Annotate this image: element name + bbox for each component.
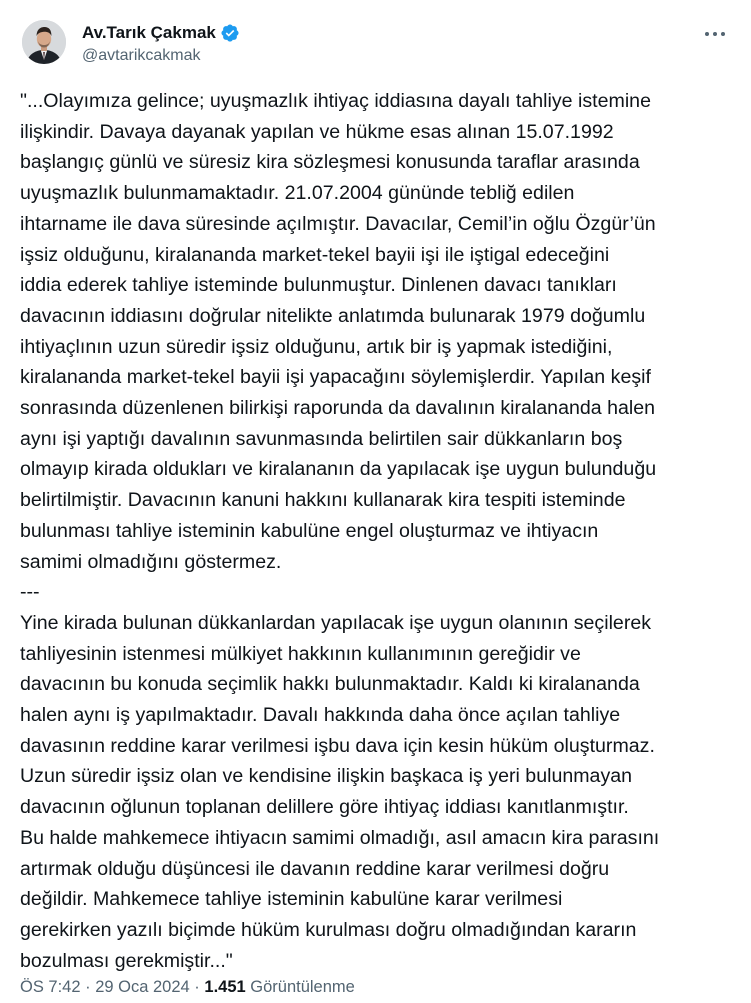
tweet-text-line: başlangıç günlü ve süresiz kira sözleşmesi konusunda taraflar arasında bbox=[20, 151, 640, 174]
meta-separator: · bbox=[80, 978, 96, 996]
tweet-text-line: artırmak olduğu düşüncesi ile davanın reddine karar verilmesi doğru bbox=[20, 857, 610, 880]
author-display-name[interactable]: Av.Tarık Çakmak bbox=[82, 23, 216, 42]
tweet-text-line: davacının iddiasını doğrular nitelikte anlatımda bulunarak 1979 doğumlu bbox=[20, 304, 646, 327]
tweet-text-line: davacının oğlunun toplanan delillere göre ihtiyaç iddiası kanıtlanmıştır. bbox=[20, 796, 629, 819]
tweet-date[interactable]: 29 Oca 2024 bbox=[95, 978, 190, 996]
meta-separator: · bbox=[189, 978, 205, 996]
views-label: Görüntülenme bbox=[245, 978, 355, 996]
tweet-text-line: bozulması gerekmiştir..." bbox=[20, 949, 233, 972]
tweet-text-line: değildir. Mahkemece tahliye isteminin kabulüne karar verilmesi bbox=[20, 888, 563, 911]
tweet-text-line: halen aynı iş yapılmaktadır. Davalı hakkında daha önce açılan tahliye bbox=[20, 704, 621, 727]
tweet-text-line: Uzun süredir işsiz olan ve kendisine ilişkin başkaca iş yeri bulunmayan bbox=[20, 765, 633, 788]
display-name-row bbox=[82, 21, 240, 45]
tweet-text-line: olmayıp kirada oldukları ve kiralananın da yapılacak işe uygun bulunduğu bbox=[20, 458, 657, 481]
tweet-text-line: iddia ederek tahliye isteminde bulunmuştur. Dinlenen davacı tanıkları bbox=[20, 274, 617, 297]
more-options-icon[interactable] bbox=[701, 22, 729, 46]
author-handle[interactable]: @avtarikcakmak bbox=[82, 47, 201, 64]
tweet-text-line: Bu halde mahkemece ihtiyacın samimi olmadığı, asıl amacın kira parasını bbox=[20, 826, 660, 849]
tweet-text-line: sonrasında düzenlenen bilirkişi raporunda da davalının kiralananda halen bbox=[20, 397, 656, 420]
tweet-header bbox=[20, 20, 731, 70]
views-count: 1.451 bbox=[204, 978, 246, 996]
tweet-text-line: gerekirken yazılı biçimde hüküm kurulması doğru olmadığından kararın bbox=[20, 918, 637, 941]
tweet-text-line: uyuşmazlık bulunmamaktadır. 21.07.2004 gününde tebliğ edilen bbox=[20, 182, 575, 205]
tweet-text-line: aynı işi yaptığı davalının savunmasında belirtilen sair dükkanların boş bbox=[20, 427, 623, 450]
tweet-time[interactable]: ÖS 7:42 bbox=[20, 978, 81, 996]
tweet-text-line: belirtilmiştir. Davacının kanuni hakkını kullanarak kira tespiti isteminde bbox=[20, 489, 626, 512]
tweet-text-line: --- bbox=[20, 581, 40, 604]
tweet-text-line: Yine kirada bulunan dükkanlardan yapılacak işe uygun olanının seçilerek bbox=[20, 611, 652, 634]
tweet-text-line: işsiz olduğunu, kiralananda market-tekel bayii işi ile iştigal edeceğini bbox=[20, 243, 610, 266]
tweet-text bbox=[20, 86, 740, 976]
tweet-text-line: "...Olayımıza gelince; uyuşmazlık ihtiyaç iddiasına dayalı tahliye istemine bbox=[20, 90, 651, 112]
author-names bbox=[82, 21, 240, 65]
avatar[interactable] bbox=[22, 20, 66, 64]
tweet-meta bbox=[20, 978, 355, 997]
tweet-text-line: ilişkindir. Davaya dayanak yapılan ve hükme esas alınan 15.07.1992 bbox=[20, 120, 614, 143]
tweet-text-line: davasının reddine karar verilmesi işbu dava için kesin hüküm oluşturmaz. bbox=[20, 734, 655, 757]
tweet-text-line: ihtarname ile dava süresinde açılmıştır. Davacılar, Cemil’in oğlu Özgür’ün bbox=[20, 212, 656, 235]
tweet-text-line: ihtiyaçlının uzun süredir işsiz olduğunu, artık bir iş yapmak istediğini, bbox=[20, 335, 613, 358]
tweet-text-line: bulunması tahliye isteminin kabulüne engel oluşturmaz ve ihtiyacın bbox=[20, 519, 599, 542]
tweet-text-line: kiralananda market-tekel bayii işi yapacağını söylemişlerdir. Yapılan keşif bbox=[20, 366, 651, 389]
avatar-image bbox=[22, 20, 66, 64]
tweet-text-line: samimi olmadığını göstermez. bbox=[20, 550, 282, 573]
tweet-text-line: davacının bu konuda seçimlik hakkı bulunmaktadır. Kaldı ki kiralananda bbox=[20, 673, 640, 696]
tweet-text-line: tahliyesinin istenmesi mülkiyet hakkının kullanımının gereğidir ve bbox=[20, 642, 581, 665]
verified-badge-icon[interactable] bbox=[220, 23, 240, 43]
